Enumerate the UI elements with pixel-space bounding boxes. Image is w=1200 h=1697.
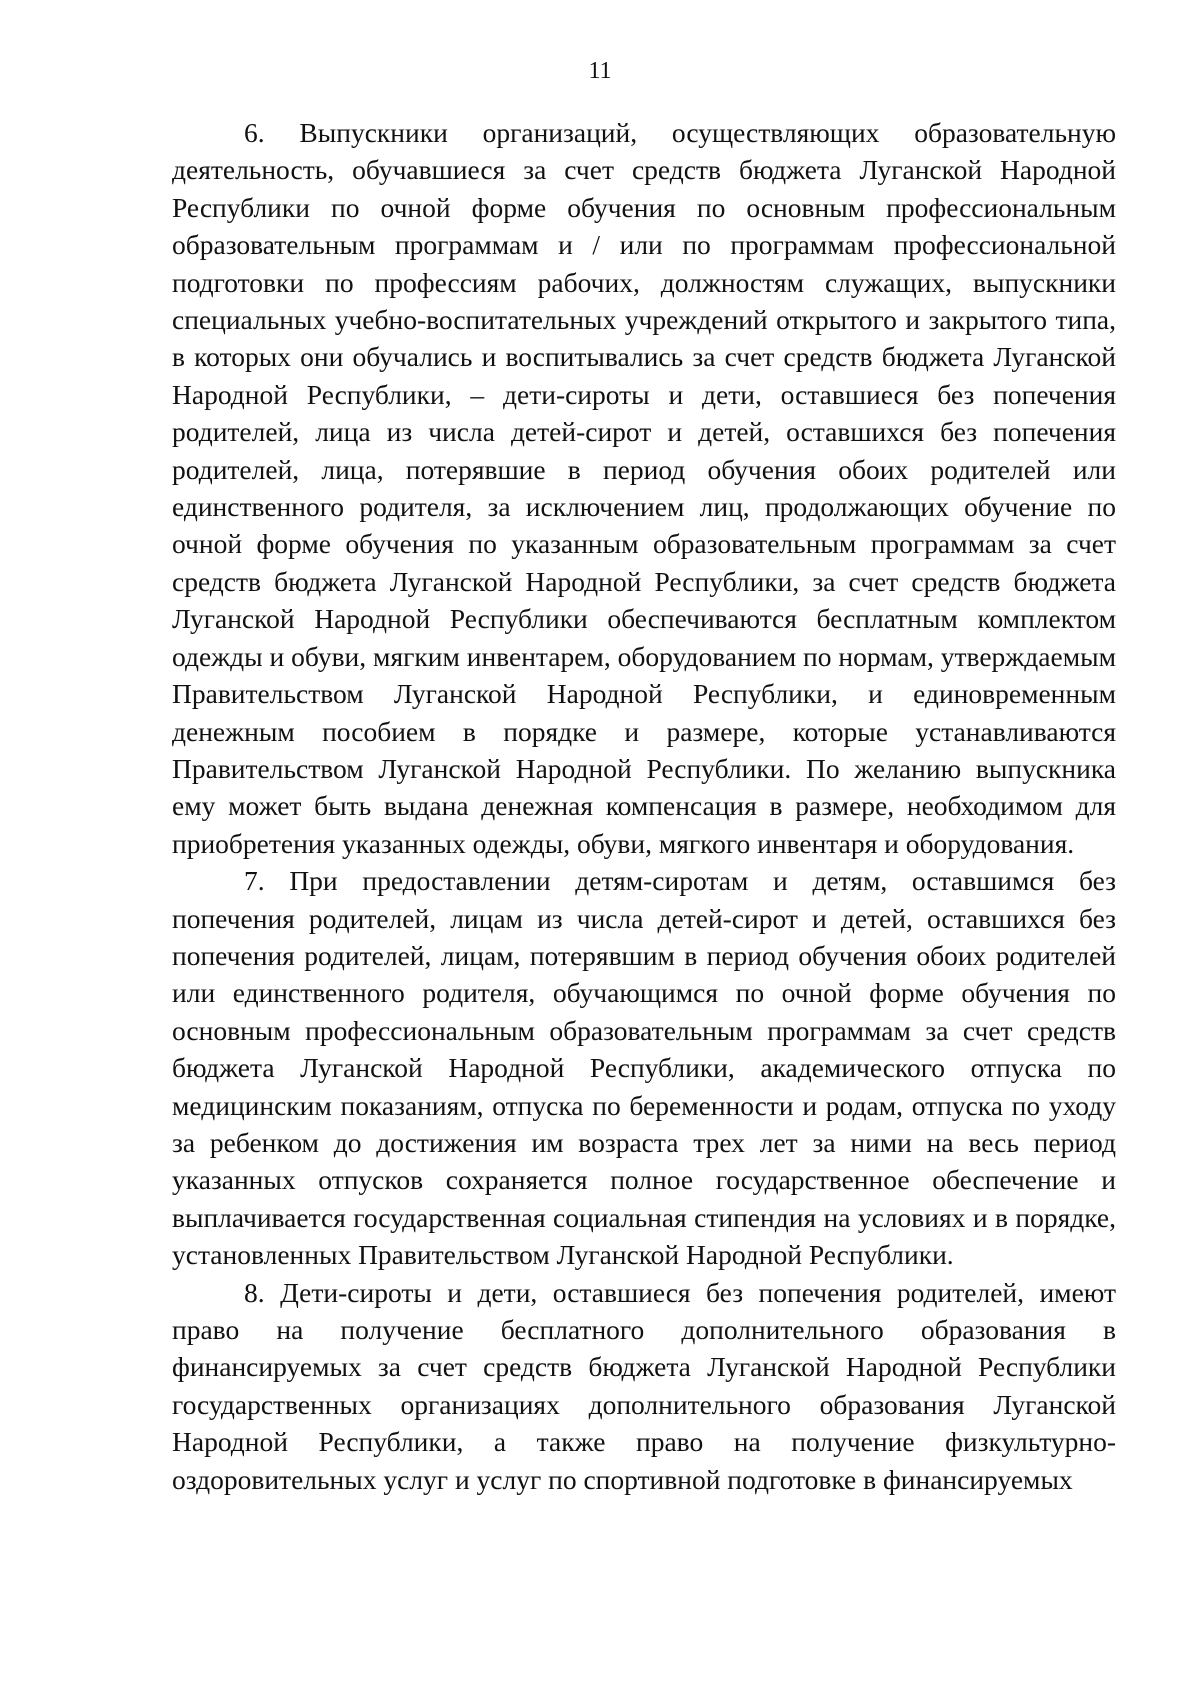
- paragraph-8: 8. Дети-сироты и дети, оставшиеся без попечения родителей, имеют право на получение бесплатного дополнительного образования в финансируемых за счет средств бюджета Луганской Народной Республики государственных организациях дополнительного образования Луганской Народной Республики, а также право на получение физкультурно-оздоровительных услуг и услуг по спортивной подготовке в финансируемых: [172, 1276, 1116, 1495]
- document-body: [172, 114, 1116, 1498]
- paragraph-7: 7. При предоставлении детям-сиротам и детям, оставшимся без попечения родителей, лицам из числа детей-сирот и детей, оставшихся без попечения родителей, лицам, потерявшим в период обучения обоих родителей или единственного родителя, обучающимся по очной форме обучения по основным профессиональным образовательным программам за счет средств бюджета Луганской Народной Республики, академического отпуска по медицинским показаниям, отпуска по беременности и родам, отпуска по уходу за ребенком до достижения им возраста трех лет за ними на весь период указанных отпусков сохраняется полное государственное обеспечение и выплачивается государственная социальная стипендия на условиях и в порядке, установленных Правительством Луганской Народной Республики.: [172, 865, 1116, 1271]
- page-number: 11: [588, 58, 612, 84]
- paragraph-6: 6. Выпускники организаций, осуществляющих образовательную деятельность, обучавшиеся за счет средств бюджета Луганской Народной Республики по очной форме обучения по основным профессиональным образовательным программам и / или по программам профессиональной подготовки по профессиям рабочих, должностям служащих, выпускники специальных учебно-воспитательных учреждений открытого и закрытого типа, в которых они обучались и воспитывались за счет средств бюджета Луганской Народной Республики, – дети-сироты и дети, оставшиеся без попечения родителей, лица из числа детей-сирот и детей, оставшихся без попечения родителей, лица, потерявшие в период обучения обоих родителей или единственного родителя, за исключением лиц, продолжающих обучение по очной форме обучения по указанным образовательным программам за счет средств бюджета Луганской Народной Республики, за счет средств бюджета Луганской Народной Республики обеспечиваются бесплатным комплектом одежды и обуви, мягким инвентарем, оборудованием по нормам, утверждаемым Правительством Луганской Народной Республики, и единовременным денежным пособием в порядке и размере, которые устанавливаются Правительством Луганской Народной Республики. По желанию выпускника ему может быть выдана денежная компенсация в размере, необходимом для приобретения указанных одежды, обуви, мягкого инвентаря и оборудования.: [172, 117, 1116, 859]
